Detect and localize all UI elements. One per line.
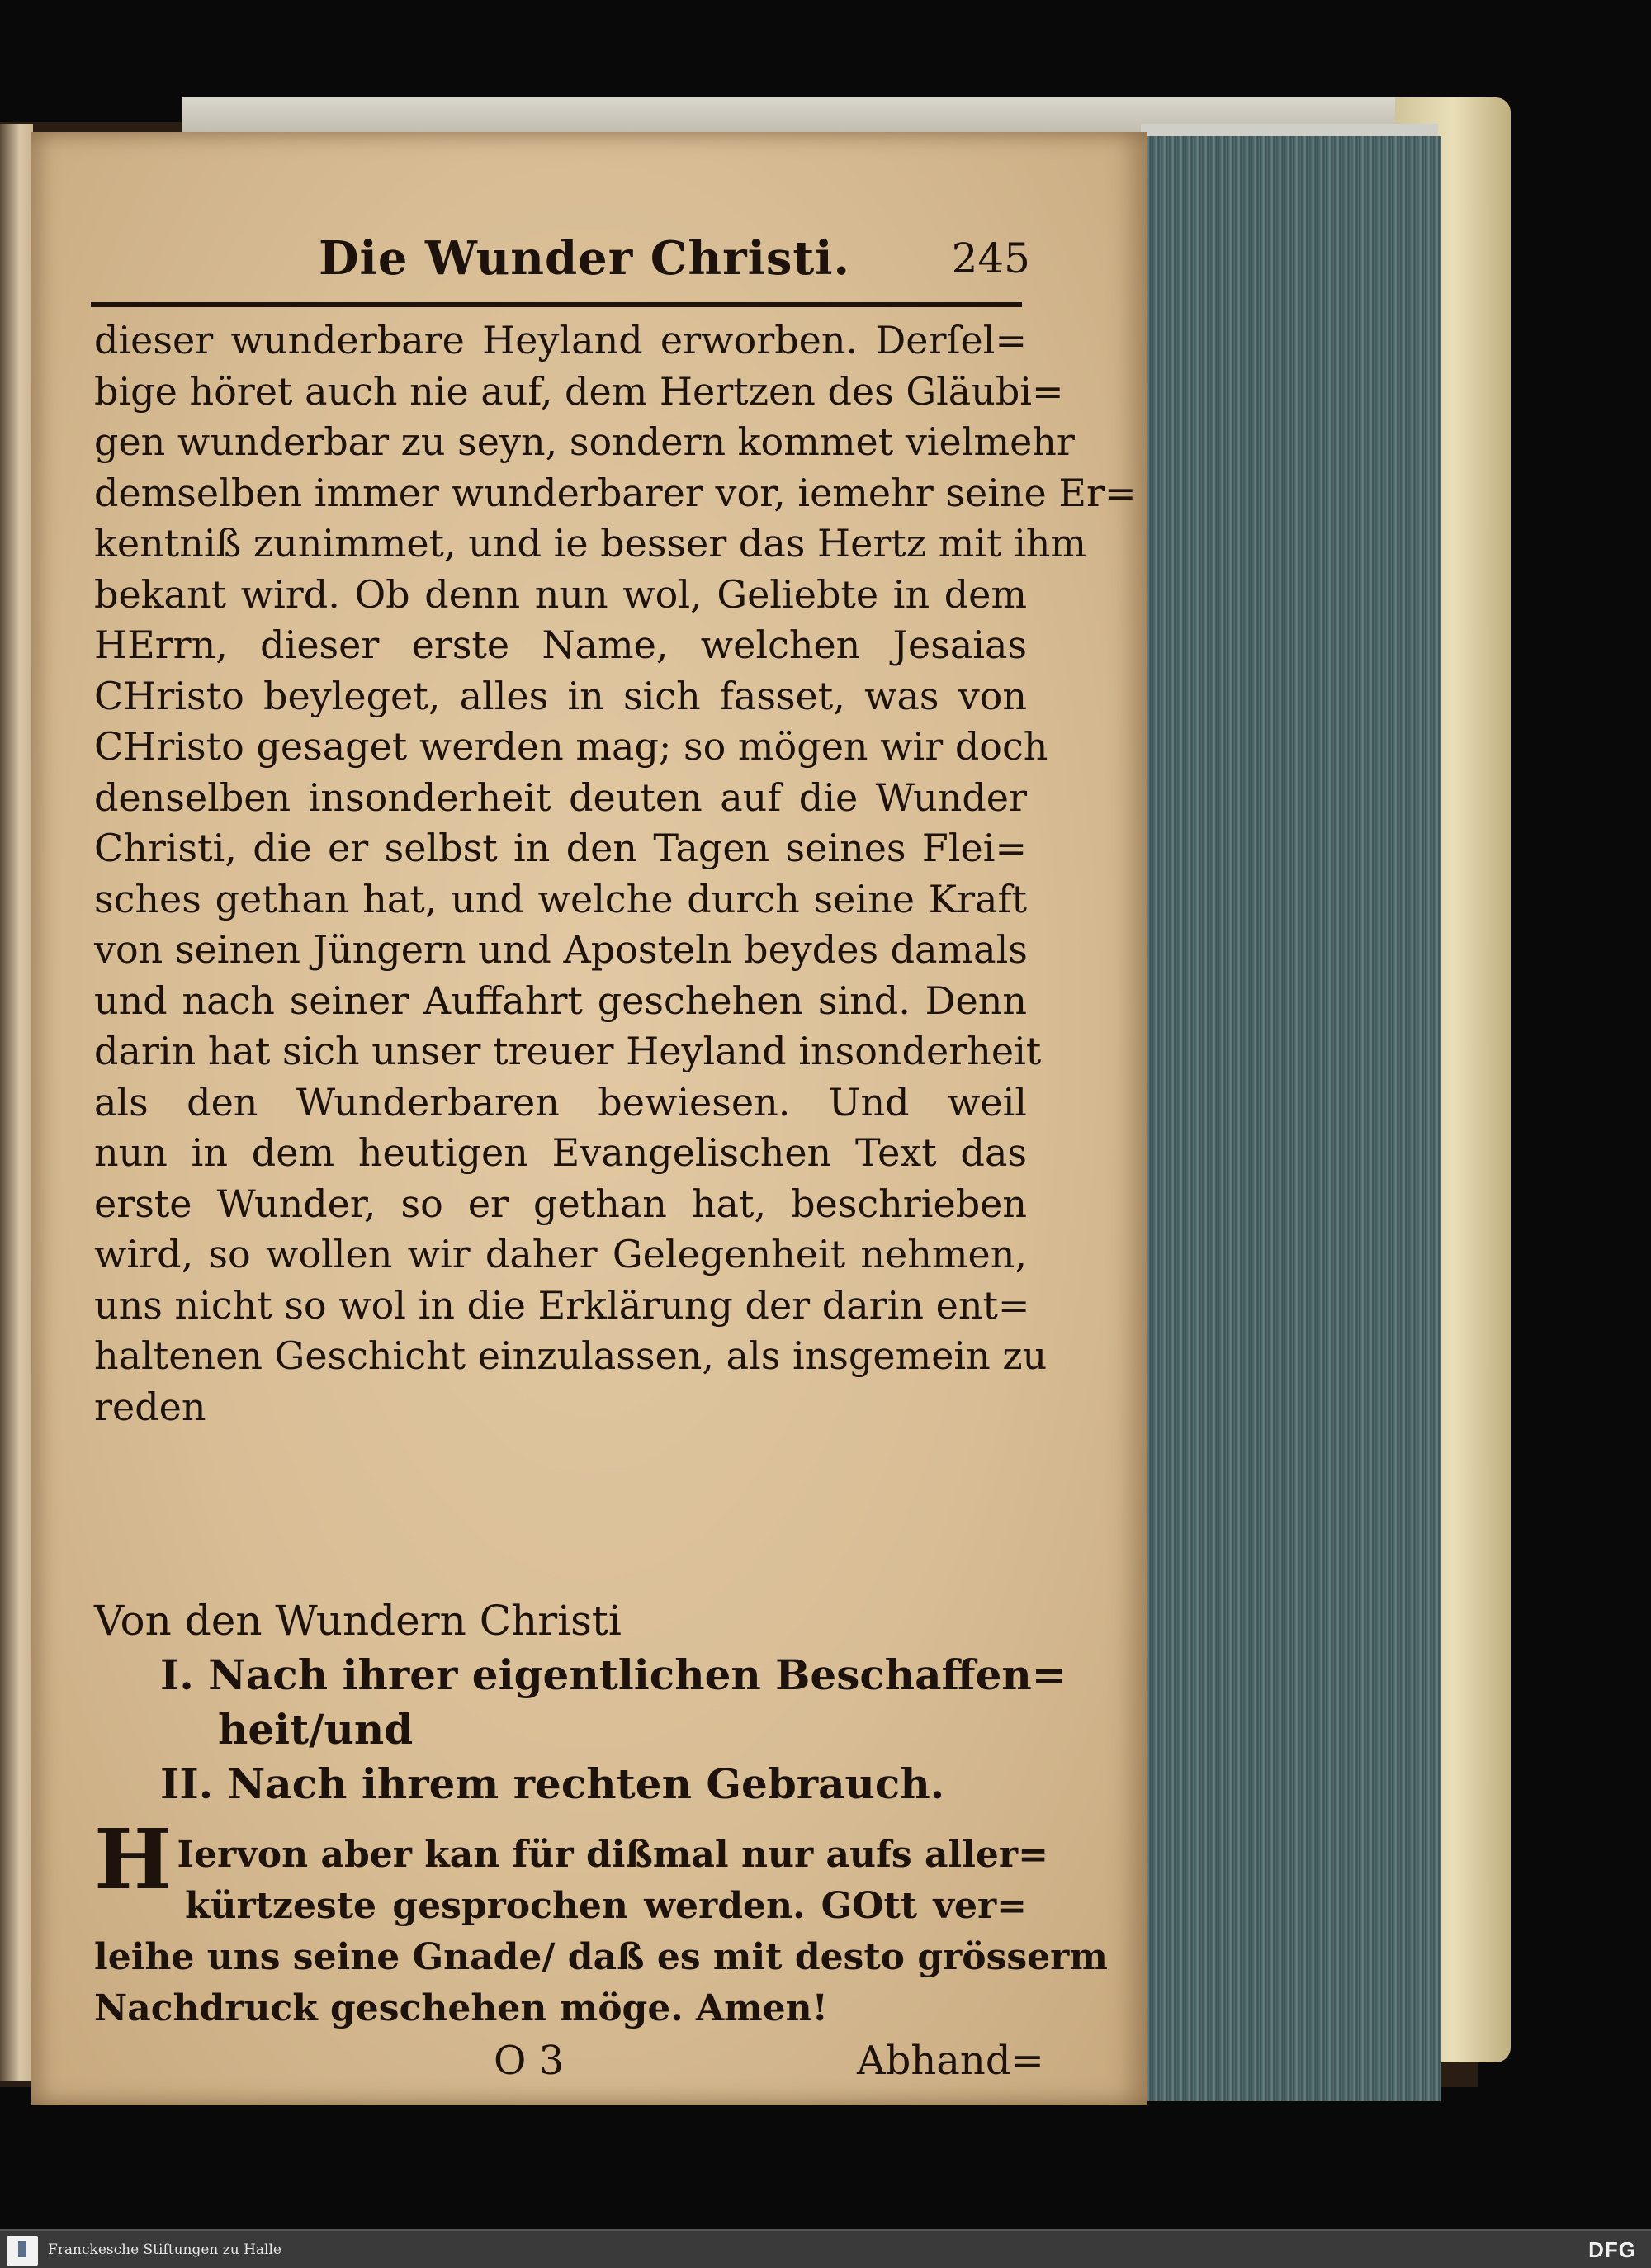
text-line: erste Wunder, so er gethan hat, beschrieben (94, 1181, 1027, 1226)
closing-paragraph (94, 1811, 1108, 2034)
text-line: gen wunderbar zu seyn, sondern kommet vielmehr (94, 419, 1075, 464)
text-line: Christi, die er selbst in den Tagen seines Flei= (94, 826, 1027, 870)
text-line: reden (94, 1384, 206, 1429)
text-line: darin hat sich unser treuer Heyland insonderheit (94, 1029, 1042, 1073)
text-line: bige höret auch nie auf, dem Hertzen des Gläubi= (94, 368, 1064, 414)
institution-logo-icon[interactable] (7, 2236, 38, 2266)
text-line: CHristo gesaget werden mag; so mögen wir doch (94, 724, 1048, 769)
running-head (31, 230, 1147, 287)
topic-part-one-continued: heit/und (218, 1705, 414, 1754)
text-line: bekant wird. Ob denn nun wol, Geliebte in dem (94, 571, 1027, 617)
topic-title: Von den Wundern Christi (94, 1597, 622, 1645)
closing-line: kürtzeste gesprochen werden. GOtt ver= (185, 1885, 1027, 1927)
sermon-topic (94, 1593, 1067, 1811)
text-line: und nach seiner Auffahrt geschehen sind. Denn (94, 978, 1027, 1023)
page-fore-edge (1141, 136, 1441, 2101)
text-line: sches gethan hat, und welche durch seine Kraft (94, 876, 1027, 921)
text-line: als den Wunderbaren bewiesen. Und weil (94, 1079, 1027, 1125)
closing-line: leihe uns seine Gnade/ daß es mit desto grösserm (94, 1936, 1108, 1978)
text-line: haltenen Geschicht einzulassen, als insgemein zu (94, 1333, 1048, 1378)
footer-bar (0, 2229, 1651, 2268)
running-title: Die Wunder Christi. (318, 231, 851, 286)
text-line: uns nicht so wol in die Erklärung der darin ent= (94, 1282, 1030, 1328)
text-line: demselben immer wunderbarer vor, iemehr seine Er= (94, 470, 1137, 515)
dfg-logo[interactable]: DFG (1588, 2237, 1636, 2262)
institution-link[interactable]: Franckesche Stiftungen zu Halle (48, 2242, 281, 2258)
closing-line: Iervon aber kan für dißmal nur aufs aller= (177, 1834, 1048, 1876)
text-line: HErrn, dieser erste Name, welchen Jesaias (94, 623, 1027, 667)
text-line: denselben insonderheit deuten auf die Wunder (94, 774, 1027, 820)
closing-line: Nachdruck geschehen möge. Amen! (94, 1987, 828, 2029)
text-line: CHristo beyleget, alles in sich fasset, was von (94, 673, 1027, 718)
topic-part-one: I. Nach ihrer eigentlichen Beschaffen= (160, 1650, 1067, 1699)
text-line: wird, so wollen wir daher Gelegenheit nehmen, (94, 1232, 1027, 1276)
text-line: dieser wunderbare Heyland erworben. Derſel= (94, 318, 1027, 362)
body-text (94, 315, 1137, 1432)
book-page (31, 132, 1147, 2105)
signature-mark: O 3 (494, 2038, 565, 2084)
text-line: kentniß zunimmet, und ie besser das Hertz mit ihm (94, 521, 1087, 566)
page-number: 245 (951, 234, 1030, 282)
topic-part-two: II. Nach ihrem rechten Gebrauch. (160, 1759, 945, 1808)
text-line: nun in dem heutigen Evangelischen Text das (94, 1130, 1027, 1175)
drop-cap: H (94, 1811, 173, 1908)
catchword: Abhand= (857, 2038, 1044, 2084)
book-gutter (0, 124, 33, 2081)
header-rule (91, 302, 1022, 307)
text-line: von seinen Jüngern und Aposteln beydes damals (94, 927, 1028, 972)
